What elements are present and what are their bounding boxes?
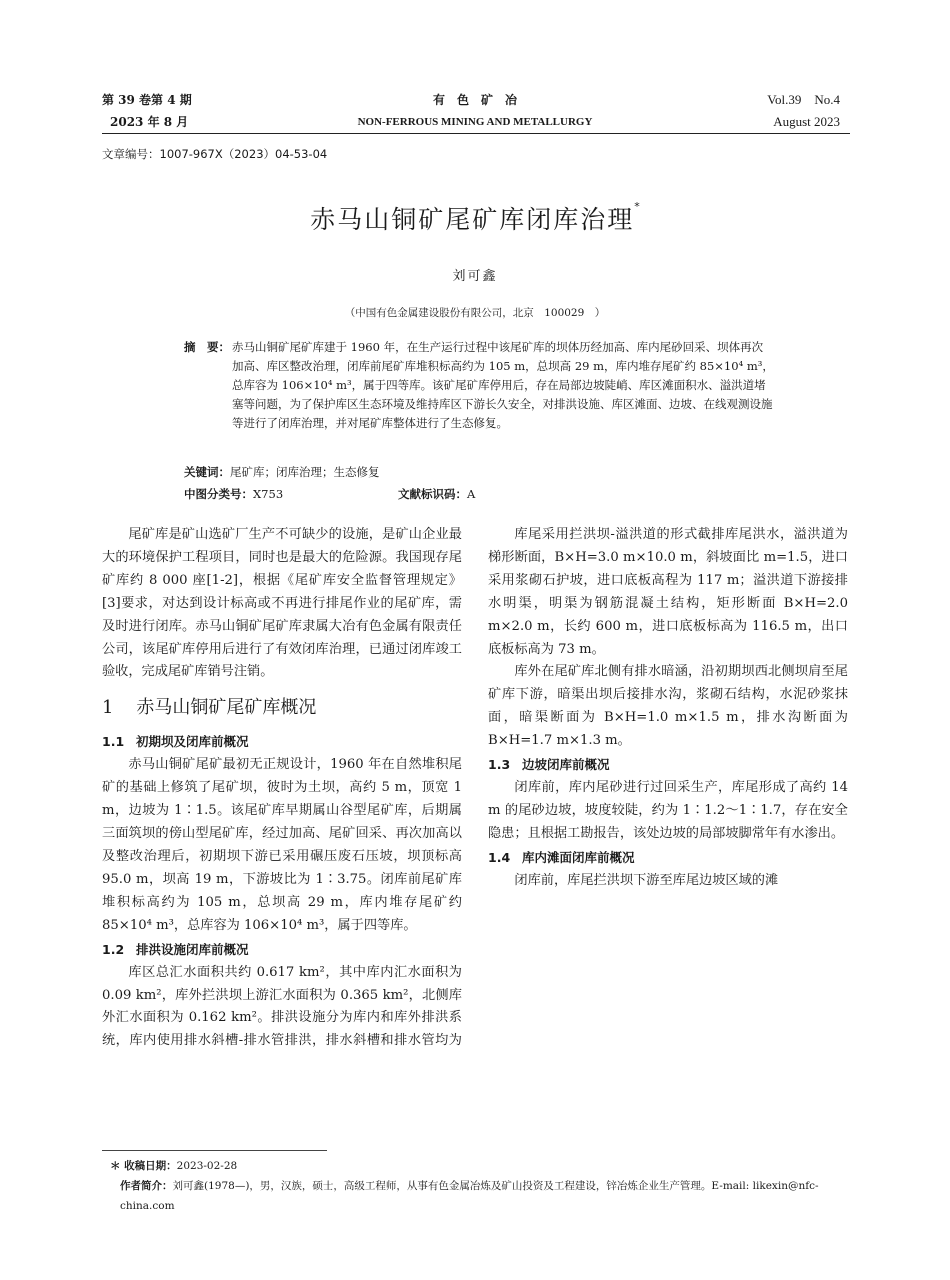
date-en: August 2023 xyxy=(773,114,840,129)
title-mark: * xyxy=(634,200,640,213)
section-1-3-heading xyxy=(488,753,848,777)
document-code xyxy=(398,485,475,503)
section-1-2-number: 1.2 xyxy=(102,941,125,957)
title-text: 赤马山铜矿尾矿库闭库治理 xyxy=(310,205,635,234)
author-bio-text: 刘可鑫(1978—)，男，汉族，硕士，高级工程师，从事有色金属冶炼及矿山投资及工程建设，锌冶炼企业生产管理。E-mail: likexin@nfc-china.com xyxy=(120,1180,819,1212)
date-cn: 2023 年 8 月 xyxy=(110,115,189,129)
author-bio xyxy=(102,1176,850,1216)
section-1-1-heading xyxy=(102,730,462,754)
section-1-2-paragraph-3: 库外在尾矿库北侧有排水暗涵，沿初期坝西北侧坝肩至尾矿库下游，暗渠出坝后接排水沟，浆砌石结构，水泥砂浆抹面，暗渠断面为 B×H=1.0 m×1.5 m，排水沟断面为 B×H=1.7 m×1.3 m。 xyxy=(488,664,848,749)
doc-code-label: 文献标识码： xyxy=(398,487,467,501)
section-1-3-title: 边坡闭库前概况 xyxy=(522,757,610,773)
section-1-1-title: 初期坝及闭库前概况 xyxy=(136,734,249,750)
author-bio-label: 作者简介： xyxy=(120,1180,173,1192)
clc-label: 中图分类号： xyxy=(184,487,253,501)
keywords xyxy=(184,463,380,481)
volume-issue: 第 39 卷第 4 期 xyxy=(102,93,192,107)
right-column xyxy=(488,524,848,893)
journal-cn: 有 色 矿 冶 xyxy=(432,93,517,107)
received-label: ＊ 收稿日期： xyxy=(110,1160,177,1172)
article-title xyxy=(0,200,950,236)
section-1-4-title: 库内滩面闭库前概况 xyxy=(522,849,635,865)
header-rule xyxy=(102,133,850,134)
abstract-label: 摘 要： xyxy=(184,340,230,354)
doc-code-text: A xyxy=(467,487,476,501)
section-1-3-number: 1.3 xyxy=(488,757,511,773)
section-1-4-heading xyxy=(488,846,848,870)
article-number: 文章编号：1007-967X（2023）04-53-04 xyxy=(102,147,328,161)
keywords-label: 关键词： xyxy=(184,465,230,479)
section-1-4-paragraph: 闭库前，库尾拦洪坝下游至库尾边坡区域的滩 xyxy=(514,872,779,888)
section-1-heading xyxy=(102,688,462,728)
intro-paragraph: 尾矿库是矿山选矿厂生产不可缺少的设施，是矿山企业最大的环境保护工程项目，同时也是最大的危险源。我国现存尾矿库约 8 000 座[1-2]，根据《尾矿库安全监督管理规定》[3]要求，对达到设计标高或不再进行排尾作业的尾矿库，需及时进行闭库。赤马山铜矿尾矿库隶属大冶有色金属有限责任公司，该尾矿库停用后进行了有效闭库治理，已通过闭库竣工验收，完成尾矿库销号注销。 xyxy=(102,527,462,680)
received-date xyxy=(102,1156,858,1176)
author-name: 刘可鑫 xyxy=(452,269,498,284)
section-1-1-paragraph: 赤马山铜矿尾矿最初无正规设计，1960 年在自然堆积尾矿的基础上修筑了尾矿坝，彼时为土坝，高约 5 m，顶宽 1 m，边坡为 1∶1.5。该尾矿库早期属山谷型尾矿库，后期属三面筑坝的傍山型尾矿库，经过加高、尾矿回采、再次加高以及整改治理后，初期坝下游已采用碾压废石压坡，坝顶标高 95.0 m，坝高 19 m，下游坡比为 1∶3.75。闭库前尾矿库堆积标高约为 105 m，总坝高 29 m，库内堆存尾矿约 85×10⁴ m³，总库容为 106×10⁴ m³，属于四等库。 xyxy=(102,757,462,933)
abstract xyxy=(184,338,774,433)
section-1-4-number: 1.4 xyxy=(488,849,511,865)
vol-en: Vol.39 No.4 xyxy=(767,92,840,107)
section-1-3-paragraph: 闭库前，库内尾砂进行过回采生产，库尾形成了高约 14 m 的尾砂边坡，坡度较陡，约为 1∶1.2～1∶1.7，存在安全隐患；且根据工勘报告，该处边坡的局部坡脚常年有水渗出。 xyxy=(488,780,848,841)
clc-text: X753 xyxy=(253,487,284,501)
section-1-1-number: 1.1 xyxy=(102,734,125,750)
affiliation: （中国有色金属建设股份有限公司，北京 100029 ） xyxy=(344,307,606,319)
clc-number xyxy=(184,485,283,503)
received-value: 2023-02-28 xyxy=(176,1160,238,1172)
section-1-2-paragraph: 库区总汇水面积共约 0.617 km²，其中库内汇水面积为 0.09 km²，库外拦洪坝上游汇水面积为 0.365 km²，北侧库外汇水面积为 0.162 km²。排洪设施分为库内和库外排洪系统，库内使用排水斜槽-排水管排洪，排水斜槽和排水管均为 xyxy=(102,964,462,1049)
journal-en: NON-FERROUS MINING AND METALLURGY xyxy=(357,116,593,128)
abstract-text: 赤马山铜矿尾矿库建于 1960 年，在生产运行过程中该尾矿库的坝体历经加高、库内尾砂回采、坝体再次加高、库区整改治理，闭库前尾矿库堆积标高约为 105 m，总坝高 29 m，库内堆存尾矿约 85×10⁴ m³，总库容为 106×10⁴ m³，属于四等库。该矿尾矿库停用后，存在局部边坡陡峭、库区滩面积水、溢洪道堵塞等问题，为了保护库区生态环境及维持库区下游长久安全，对排洪设施、库区滩面、边坡、在线观测设施等进行了闭库治理，并对尾矿库整体进行了生态修复。 xyxy=(232,340,774,430)
left-column xyxy=(102,524,462,1054)
section-1-number: 1 xyxy=(102,697,114,719)
section-1-title: 赤马山铜矿尾矿库概况 xyxy=(136,697,317,719)
section-1-2-paragraph-2: 库尾采用拦洪坝-溢洪道的形式截排库尾洪水，溢洪道为梯形断面，B×H=3.0 m×10.0 m，斜坡面比 m=1.5，进口采用浆砌石护坡，进口底板高程为 117 m；溢洪道下游接排水明渠，明渠为钢筋混凝土结构，矩形断面 B×H=2.0 m×2.0 m，长约 600 m，进口底板标高为 116.5 m，出口底板标高为 73 m。 xyxy=(488,527,848,657)
section-1-2-heading xyxy=(102,938,462,962)
section-1-2-title: 排洪设施闭库前概况 xyxy=(136,941,249,957)
footnote-rule xyxy=(102,1150,327,1151)
keywords-text: 尾矿库；闭库治理；生态修复 xyxy=(230,465,380,479)
